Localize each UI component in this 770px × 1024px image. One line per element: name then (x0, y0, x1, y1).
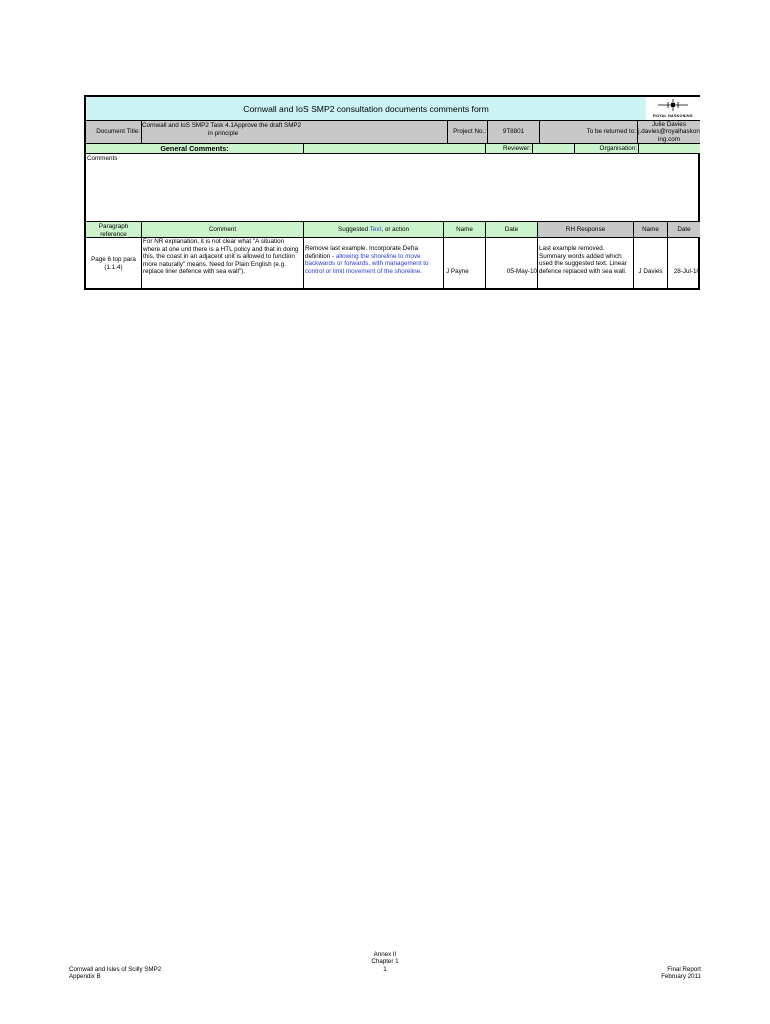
organisation-label: Organisation: (575, 144, 639, 154)
header-suggested (304, 222, 444, 238)
return-to-value (638, 121, 700, 144)
row-suggested-line2-pre: definition - (305, 252, 336, 260)
header-suggested-pre: Suggested (338, 226, 370, 233)
return-email-2: ing.com (657, 135, 681, 143)
project-no-label: Project No.: (448, 121, 488, 144)
doc-title-value (142, 121, 448, 144)
footer-center (345, 951, 425, 973)
header-name: Name (444, 222, 486, 238)
row-para-ref-line1: Page 6 top para (91, 256, 136, 263)
footer-center-line2: Chapter 1 (371, 958, 399, 966)
header-suggested-text: Text (369, 226, 382, 233)
footer-left (69, 966, 161, 981)
doc-title-line2: in principle (208, 129, 239, 137)
row-comment (142, 238, 304, 290)
footer-left-line2: Appendix B (69, 973, 101, 981)
row-suggested-line2-blue: allowing the shoreline to move (335, 252, 421, 260)
reviewer-value[interactable] (533, 144, 575, 154)
comments-area[interactable] (86, 154, 700, 222)
company-logo (646, 97, 700, 121)
project-no-value: 9T8801 (488, 121, 540, 144)
row-date: 05-May-10 (486, 238, 538, 290)
header-name-2: Name (634, 222, 668, 238)
doc-title-label: Document Title: (86, 121, 142, 144)
row-rh-response-line: defence replaced with sea wall. (539, 267, 627, 275)
row-comment-line: where at one unit there is a HTL policy and that in doing (143, 245, 299, 253)
footer-center-line1: Annex II (373, 951, 397, 958)
logo-text: ROYAL HASKONING (653, 114, 693, 118)
header-date-2: Date (668, 222, 700, 238)
header-date: Date (486, 222, 538, 238)
return-email-1: j.davies@royalhaskon (638, 128, 700, 136)
header-para-ref-line1: Paragraph (98, 223, 129, 230)
header-para-ref (86, 222, 142, 238)
row-para-ref (86, 238, 142, 290)
footer-right (620, 966, 701, 981)
header-rh-response: RH Response (538, 222, 634, 238)
row-name-2: J Davies (634, 238, 668, 290)
row-rh-response-line: Last example removed. (539, 245, 605, 252)
doc-title-line1: Cornwall and IoS SMP2 Task 4.1Approve the draft SMP2 (142, 122, 302, 129)
header-suggested-post: , or action (381, 226, 409, 233)
row-suggested (304, 238, 444, 290)
footer-right-line2: February 2011 (661, 973, 701, 981)
comments-form (84, 95, 700, 290)
row-suggested-line3: backwards or forwards, with management to (305, 260, 429, 268)
row-comment-line: replace liner defence with sea wall"). (143, 268, 245, 276)
form-title: Cornwall and IoS SMP2 consultation documents comments form (86, 97, 646, 121)
row-comment-line: more naturally" means. Need for Plain English (e.g. (143, 260, 286, 268)
row-para-ref-line2: (1.1.4) (104, 263, 123, 271)
row-rh-response-line: used the suggested text. Linear (539, 260, 627, 268)
header-comment: Comment (142, 222, 304, 238)
row-date-2: 28-Jul-10 (673, 268, 700, 275)
row-suggested-line2 (305, 253, 443, 261)
organisation-value[interactable] (639, 144, 700, 154)
reviewer-label: Reviewer: (486, 144, 533, 154)
row-suggested-line4: control or limit movement of the shoreline. (305, 267, 422, 275)
general-comments-heading: General Comments: (86, 144, 304, 154)
return-name: Julie Davies (652, 121, 686, 128)
header-para-ref-line2: reference (100, 230, 127, 238)
row-comment-line: this, the coast in an adjacent unit is allowed to function (143, 253, 295, 261)
row-rh-response (538, 238, 634, 290)
row-name: J Payne (444, 238, 486, 290)
row-suggested-line1: Remove last example. Incorporate Defra (305, 245, 419, 252)
logo-mark-icon (646, 97, 700, 113)
footer-left-line1: Cornwall and Isles of Scilly SMP2 (69, 966, 162, 973)
general-comments-blank (304, 144, 486, 154)
comments-label: Comments (87, 155, 118, 162)
row-rh-response-line: Summary words added which (539, 252, 622, 260)
footer-center-line3: 1 (383, 965, 387, 973)
return-label: To be returned to: (540, 121, 638, 144)
row-comment-line: For NR explanation, it is not clear what "A situation (143, 238, 285, 245)
footer-right-line1: Final Report (667, 966, 701, 973)
